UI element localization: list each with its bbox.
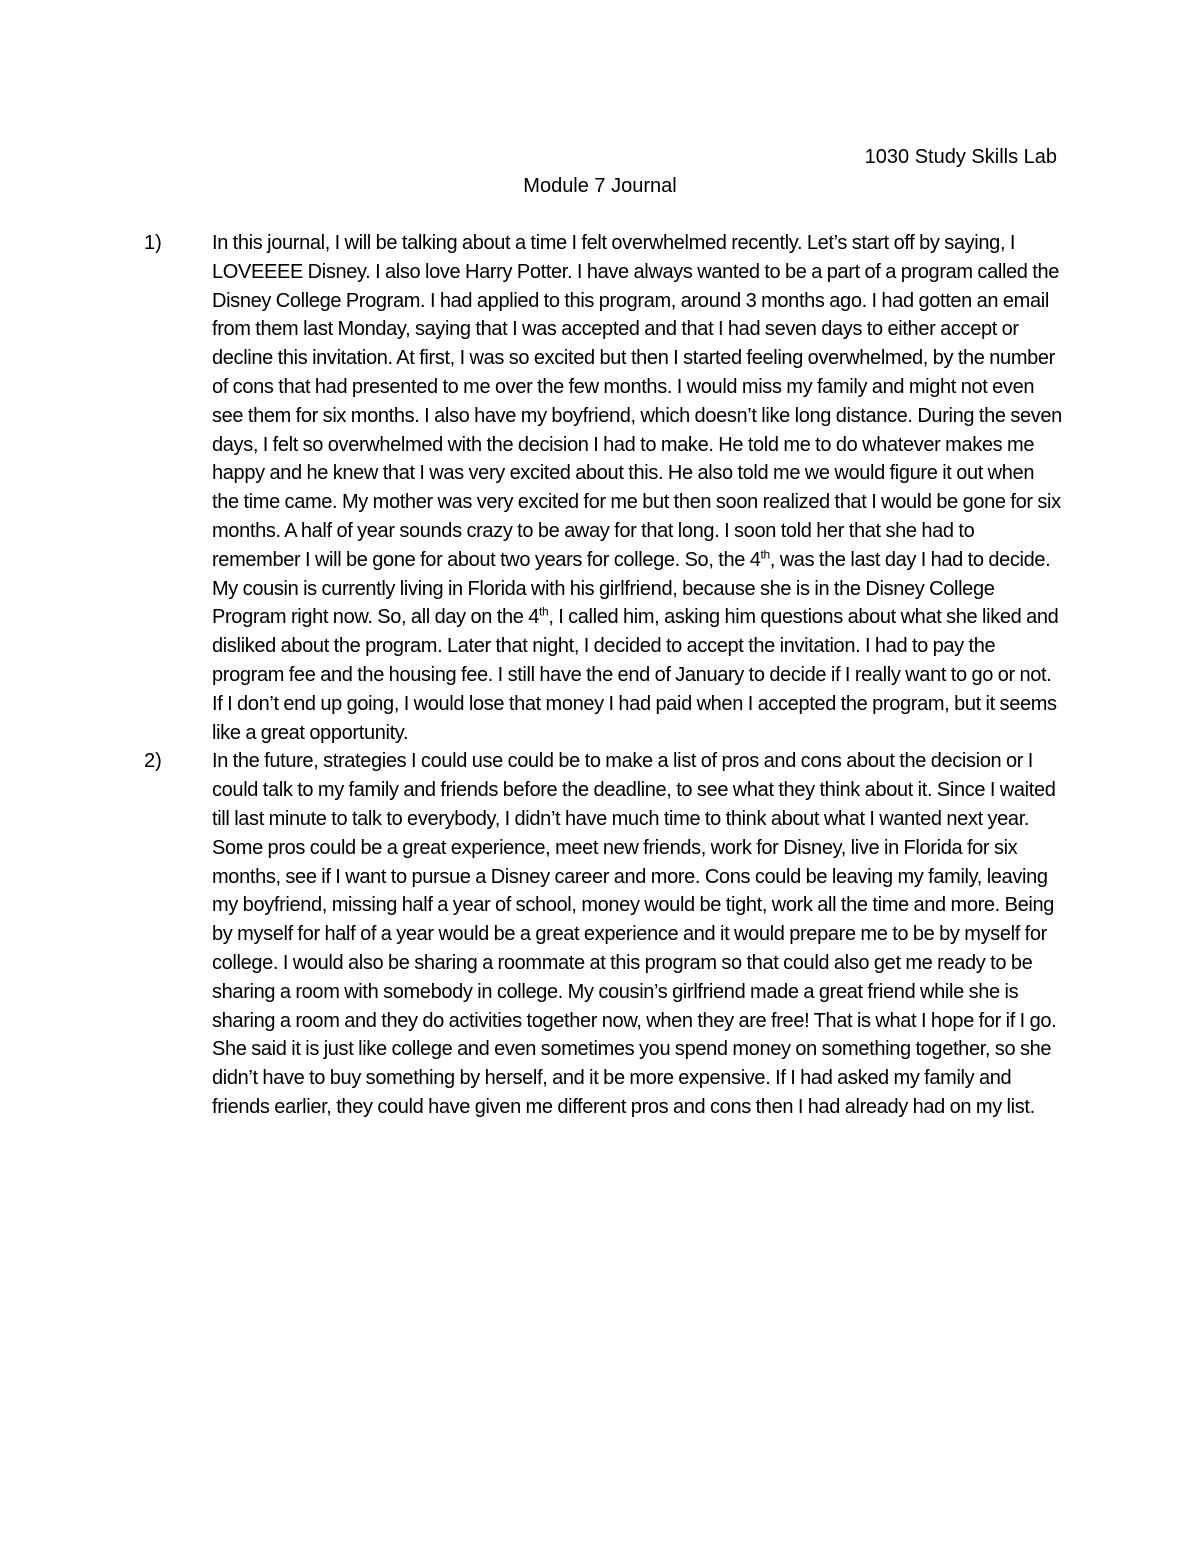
entry-number: 1) <box>144 232 162 254</box>
journal-entries <box>144 229 1064 1122</box>
journal-entry <box>144 747 1064 1121</box>
entry-number: 2) <box>144 750 162 773</box>
entry-text <box>212 229 1064 747</box>
journal-entry <box>144 229 1064 747</box>
entry-text-segment: , I called him, asking him questions about what she liked and disliked about the program. Later that night, I decided to accept the invitation. I had to pay the program fee and the housing fee. I still have the end of January to decide if I really want to go or not. If I don’t end up going, I would lose that money I had paid when I accepted the program, but it seems like a great opportunity. <box>212 606 1059 744</box>
journal-title: Module 7 Journal <box>523 175 677 197</box>
entry-text-segment: In this journal, I will be talking about a time I felt overwhelmed recently. Let’s start off by saying, I LOVEEEE Disney. I also love Harry Potter. I have always wanted to be a part of a program called the Disney College Program. I had applied to this program, around 3 months ago. I had gotten an email from them last Monday, saying that I was accepted and that I had seven days to either accept or decline this invitation. At first, I was so excited but then I started feeling overwhelmed, by the number of cons that had presented to me over the few months. I would miss my family and might not even see them for six months. I also have my boyfriend, which doesn’t like long distance. During the seven days, I felt so overwhelmed with the decision I had to make. He told me to do whatever makes me happy and he knew that I was very excited about this. He also told me we would figure it out when the time came. My mother was very excited for me but then soon realized that I would be gone for six months. A half of year sounds crazy to be away for that long. I soon told her that she had to remember I will be gone for about two years for college. So, the 4 <box>212 232 1062 571</box>
ordinal-suffix: th <box>539 604 549 619</box>
course-name: 1030 Study Skills Lab <box>864 146 1057 168</box>
entry-text-segment: , was the last day I had to decide. My cousin is currently living in Florida with his girlfriend, because she is in the Disney College Program right now. So, all day on the 4 <box>212 548 1051 629</box>
ordinal-suffix: th <box>760 547 770 562</box>
entry-text: In the future, strategies I could use could be to make a list of pros and cons about the decision or I could talk to my family and friends before the deadline, to see what they think about it. Since I waited till last minute to talk to everybody, I didn’t have much time to think about what I wanted next year. Some pros could be a great experience, meet new friends, work for Disney, live in Florida for six months, see if I want to pursue a Disney career and more. Cons could be leaving my family, leaving my boyfriend, missing half a year of school, money would be tight, work all the time and more. Being by myself for half of a year would be a great experience and it would prepare me to be by myself for college. I would also be sharing a roommate at this program so that could also get me ready to be sharing a room with somebody in college. My cousin’s girlfriend made a great friend while she is sharing a room and they do activities together now, when they are free! That is what I hope for if I go. She said it is just like college and even sometimes you spend money on something together, so she didn’t have to buy something by herself, and it be more expensive. If I had asked my family and friends earlier, they could have given me different pros and cons then I had already had on my list. <box>212 750 1057 1118</box>
